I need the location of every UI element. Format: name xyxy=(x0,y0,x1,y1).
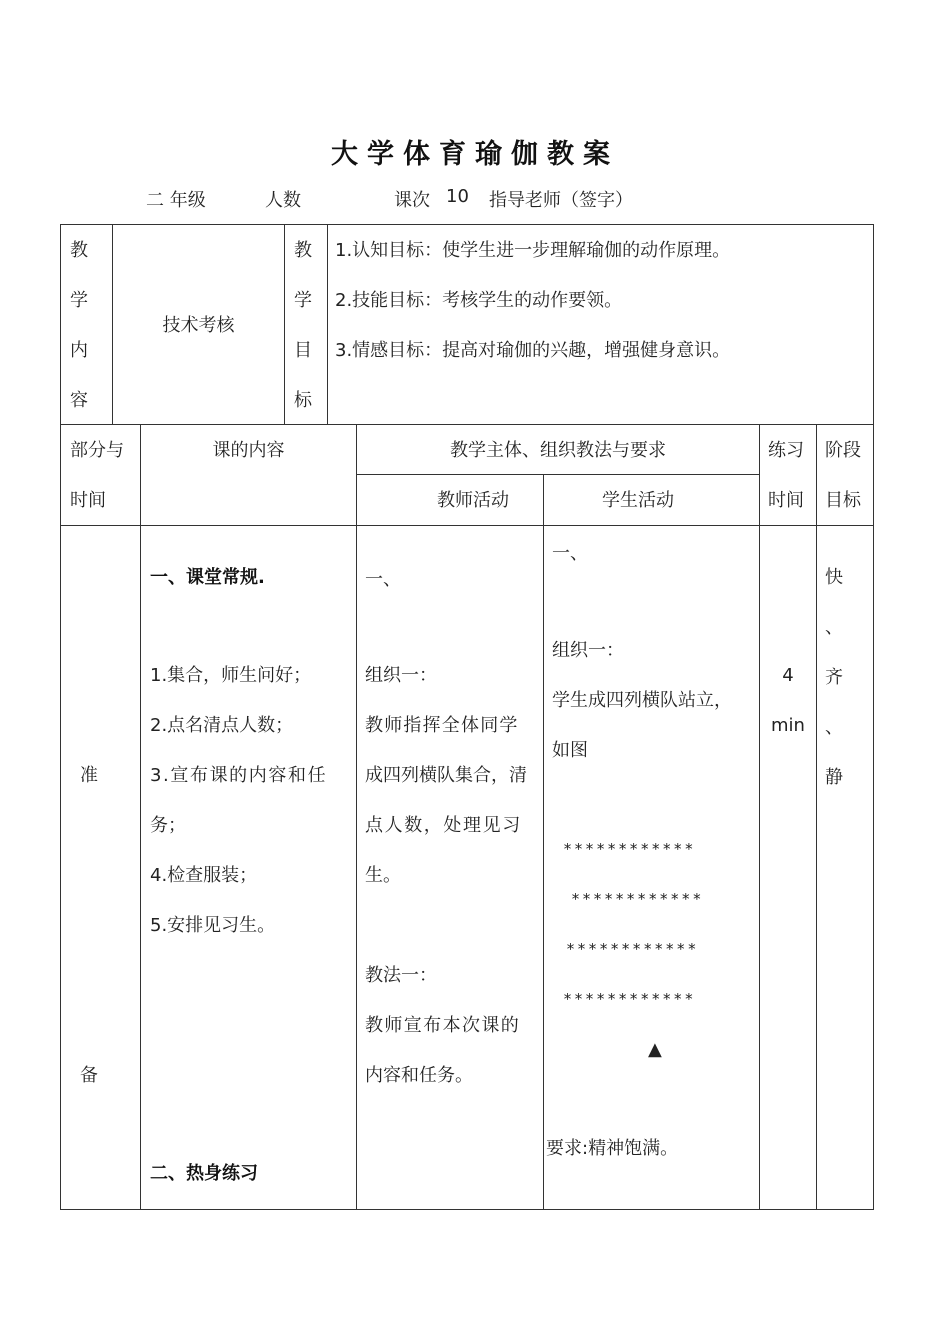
content-heading: 二、热身练习 xyxy=(150,1163,258,1184)
table-col-divider xyxy=(140,424,141,1210)
teacher-signature-label: 指导老师（签字） xyxy=(489,190,633,211)
formation-row: ************ xyxy=(563,840,696,858)
content-item: 务； xyxy=(150,815,186,836)
goal-skill: 2.技能目标：考核学生的动作要领。 xyxy=(335,290,623,311)
teacher-org-line: 教师指挥全体同学 xyxy=(365,715,519,736)
table-border-top xyxy=(60,224,874,225)
goal-label-char: 学 xyxy=(294,290,312,311)
table-col-divider xyxy=(284,224,285,424)
table-col-divider xyxy=(543,474,544,1210)
teacher-method-line: 内容和任务。 xyxy=(365,1065,473,1086)
teacher-org-line: 点人数，处理见习 xyxy=(365,815,522,836)
teacher-method-label: 教法一： xyxy=(365,965,437,986)
lesson-number: 10 xyxy=(446,186,469,207)
content-value: 技术考核 xyxy=(162,315,235,336)
content-label-char: 容 xyxy=(70,390,88,411)
table-row-divider xyxy=(60,424,874,425)
goal-label-char: 教 xyxy=(294,240,312,261)
stage-goal-char: 、 xyxy=(825,617,843,638)
part-label: 备 xyxy=(80,1065,98,1086)
header-practice-time: 练习 xyxy=(768,440,804,461)
table-border-bottom xyxy=(60,1209,874,1210)
content-label-char: 学 xyxy=(70,290,88,311)
teacher-org-line: 生。 xyxy=(365,865,401,886)
student-requirement: 要求:精神饱满。 xyxy=(546,1138,679,1159)
header-student-activity: 学生活动 xyxy=(602,490,674,511)
header-main: 教学主体、组织教法与要求 xyxy=(450,440,666,461)
part-label: 准 xyxy=(80,765,98,786)
stage-goal-char: 静 xyxy=(825,767,843,788)
teacher-section-number: 一、 xyxy=(365,569,401,590)
lesson-label: 课次 xyxy=(394,190,430,211)
content-item: 3.宣布课的内容和任 xyxy=(150,765,328,786)
table-col-divider xyxy=(759,424,760,1210)
content-label-char: 内 xyxy=(70,340,88,361)
table-col-divider xyxy=(816,424,817,1210)
teacher-org-label: 组织一： xyxy=(365,665,437,686)
student-section-number: 一、 xyxy=(552,543,588,564)
goal-affective: 3.情感目标：提高对瑜伽的兴趣，增强健身意识。 xyxy=(335,340,731,361)
formation-row: ************ xyxy=(566,940,699,958)
content-item: 2.点名清点人数； xyxy=(150,715,294,736)
header-stage-goal: 目标 xyxy=(825,490,861,511)
table-col-divider xyxy=(327,224,328,424)
goal-cognitive: 1.认知目标：使学生进一步理解瑜伽的动作原理。 xyxy=(335,240,731,261)
student-org-line: 如图 xyxy=(552,740,588,761)
practice-time-value: 4 xyxy=(782,665,794,686)
stage-goal-char: 齐 xyxy=(825,667,843,688)
content-item: 4.检查服装； xyxy=(150,865,258,886)
table-subheader-divider xyxy=(356,474,759,475)
header-lesson-content: 课的内容 xyxy=(212,440,285,461)
header-teacher-activity: 教师活动 xyxy=(437,490,509,511)
header-practice-time: 时间 xyxy=(768,490,804,511)
teacher-method-line: 教师宣布本次课的 xyxy=(365,1015,521,1036)
teacher-position-marker-icon: ▲ xyxy=(648,1039,662,1060)
practice-time-unit: min xyxy=(771,715,805,736)
table-header-divider xyxy=(60,525,874,526)
formation-row: ************ xyxy=(563,990,696,1008)
student-org-line: 学生成四列横队站立， xyxy=(552,690,732,711)
people-label: 人数 xyxy=(265,190,301,211)
content-item: 5.安排见习生。 xyxy=(150,915,276,936)
goal-label-char: 目 xyxy=(294,340,312,361)
content-heading: 一、课堂常规. xyxy=(150,567,265,588)
table-col-divider xyxy=(356,424,357,1210)
stage-goal-char: 快 xyxy=(825,567,843,588)
header-part-time: 时间 xyxy=(70,490,106,511)
page-title: 大学体育瑜伽教案 xyxy=(331,139,619,170)
header-part-time: 部分与 xyxy=(70,440,124,461)
stage-goal-char: 、 xyxy=(825,717,843,738)
teacher-org-line: 成四列横队集合，清 xyxy=(365,765,527,786)
goal-label-char: 标 xyxy=(294,390,312,411)
table-border-right xyxy=(873,224,874,1210)
content-item: 1.集合，师生问好； xyxy=(150,665,312,686)
header-stage-goal: 阶段 xyxy=(825,440,861,461)
student-org-label: 组织一： xyxy=(552,640,624,661)
formation-row: ************ xyxy=(571,890,704,908)
grade-label: 二 年级 xyxy=(146,190,206,211)
content-label-char: 教 xyxy=(70,240,88,261)
table-border-left xyxy=(60,224,61,1210)
